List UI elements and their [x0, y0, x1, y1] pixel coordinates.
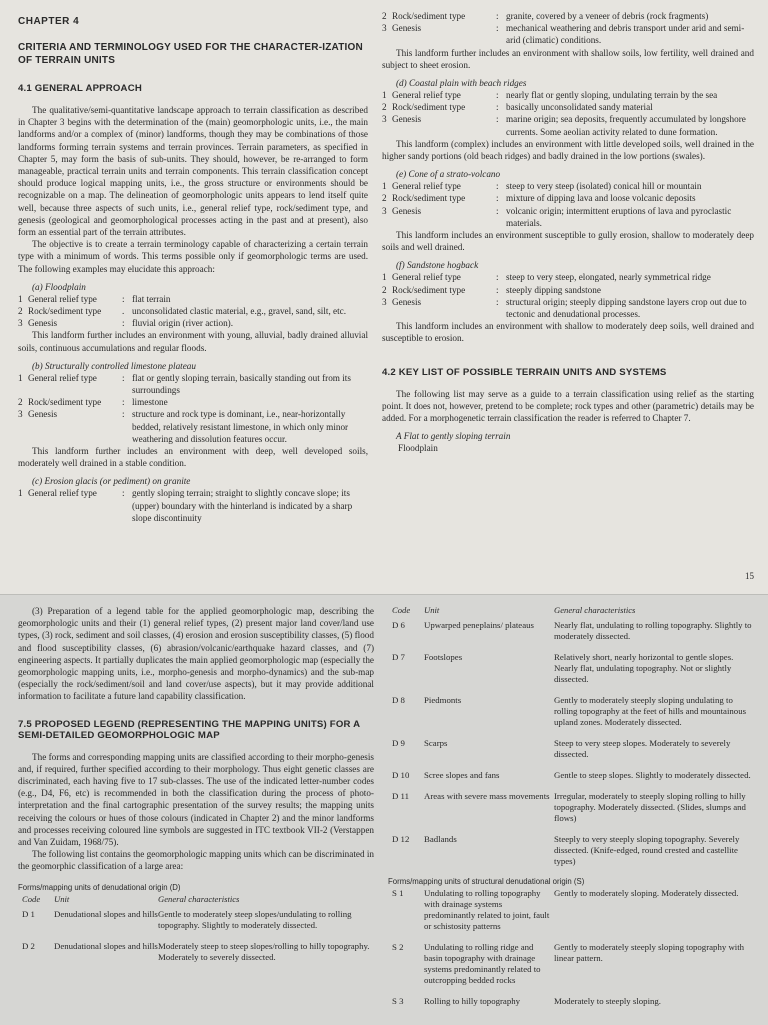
example-note: This landform further includes an environment with shallow soils, low fertility, well drained and subject to sheet erosion. — [382, 47, 754, 70]
example-title: (c) Erosion glacis (or pediment) on granite — [32, 476, 191, 487]
item-value: mechanical weathering and debris transport under arid and semi-arid (climatic) conditions. — [506, 23, 745, 46]
cell-code: D 1 — [22, 908, 35, 919]
column-header-code: Code — [22, 893, 41, 904]
chapter-title: CRITERIA AND TERMINOLOGY USED FOR THE CHARACTER-IZATION OF TERRAIN UNITS — [18, 42, 363, 66]
item-value: granite, covered by a veneer of debris (rock fragments) — [506, 11, 709, 21]
item-key: Rock/sediment type — [392, 102, 466, 113]
page1-right-column — [382, 10, 754, 454]
item-separator: : — [496, 296, 499, 307]
cell-general: Gentle to moderately steep slopes/undulating to rolling topography. Slightly to moderately dissected. — [158, 908, 352, 930]
example-definition-list — [18, 293, 368, 330]
paragraph: The following list may serve as a guide to a terrain classification using relief as the starting point. It does not, however, pretend to be complete; rock types and other (parametric) details may be added. For a morphogenetic terrain classification the reader is referred to Chapter 7. — [382, 388, 754, 424]
item-key: Rock/sediment type — [28, 397, 102, 408]
cell-general: Nearly flat, undulating to rolling topography. Slightly to moderately dissected. — [554, 620, 752, 641]
cell-unit: Undulating to rolling topography with drainage systems predominantly related to joint, fault or schistosity patterns — [424, 888, 550, 931]
item-value: fluvial origin (river action). — [132, 318, 234, 329]
cell-unit: Undulating to rolling ridge and basin topography with drainage systems predominantly related to outcropping bedded rocks — [424, 942, 541, 985]
item-number: 3 — [382, 23, 387, 34]
table-row — [388, 996, 752, 1007]
example-definition-list — [382, 180, 754, 229]
table-title: Forms/mapping units of denudational origin (D) — [18, 882, 181, 892]
item-number: 1 — [18, 372, 23, 383]
item-separator: : — [496, 11, 499, 21]
cell-unit: Scarps — [424, 738, 448, 748]
cell-code: D 7 — [392, 652, 405, 662]
item-key: Rock/sediment type — [392, 11, 466, 21]
item-number: 2 — [382, 11, 387, 21]
column-header-unit: Unit — [54, 893, 70, 904]
cell-code: D 10 — [392, 770, 410, 780]
book-page-lower — [0, 594, 768, 1025]
item-separator: : — [496, 181, 499, 192]
item-number: 1 — [18, 293, 23, 304]
example-title: (e) Cone of a strato-volcano — [396, 169, 501, 180]
example-title: (f) Sandstone hogback — [396, 260, 479, 271]
item-value: flat terrain — [132, 293, 171, 304]
list-item: Floodplain — [398, 443, 438, 454]
table-row — [388, 942, 752, 986]
item-key: General relief type — [392, 90, 461, 101]
cell-code: S 2 — [392, 942, 404, 952]
cell-unit: Footslopes — [424, 652, 463, 662]
item-key: Genesis — [392, 205, 422, 216]
section-heading-4-2: 4.2 KEY LIST OF POSSIBLE TERRAIN UNITS AND SYSTEMS — [382, 366, 667, 378]
table-header — [18, 894, 374, 905]
cell-code: S 3 — [392, 996, 404, 1006]
item-value: basically unconsolidated sandy material — [506, 102, 653, 113]
item-value: flat or gently sloping terrain, basically standing out from its surroundings — [132, 372, 351, 396]
item-value: steep to very steep (isolated) conical hill or mountain — [506, 181, 702, 192]
example-title: (d) Coastal plain with beach ridges — [396, 78, 527, 89]
chapter-label: CHAPTER 4 — [18, 16, 80, 27]
example-title: (b) Structurally controlled limestone plateau — [32, 360, 196, 371]
item-value: steeply dipping sandstone — [506, 284, 601, 295]
cell-general: Gently to moderately sloping. Moderately dissected. — [554, 888, 739, 898]
item-value: steep to very steep, elongated, nearly symmetrical ridge — [506, 272, 711, 283]
column-header-code: Code — [392, 605, 411, 615]
page1-left-column — [18, 12, 368, 524]
column-header-unit: Unit — [424, 605, 440, 615]
item-key: Rock/sediment type — [392, 284, 466, 295]
cell-general: Irregular, moderately to steeply sloping rolling to hilly topography. Moderately dissected. (Slides, slumps and flows) — [554, 791, 746, 823]
example-note: This landform includes an environment with shallow to moderately deep soils, well drained and susceptible to erosion. — [382, 321, 754, 344]
table-row — [388, 620, 752, 642]
table-row — [388, 791, 752, 824]
item-separator: : — [122, 372, 125, 383]
item-value: nearly flat or gently sloping, undulating terrain by the sea — [506, 90, 718, 101]
item-value: structural origin; steeply dipping sandstone layers crop out due to tectonic and denudational processes. — [506, 296, 747, 320]
table-row — [388, 834, 752, 867]
cell-unit: Piedmonts — [424, 695, 462, 705]
item-number: 3 — [382, 296, 387, 307]
item-value: volcanic origin; intermittent eruptions of lava and pyroclastic materials. — [506, 205, 732, 228]
item-key: General relief type — [28, 372, 97, 383]
item-key: General relief type — [28, 488, 97, 499]
item-number: 3 — [382, 205, 387, 216]
item-separator: : — [122, 293, 125, 304]
item-key: General relief type — [392, 272, 461, 283]
item-key: General relief type — [28, 293, 97, 304]
item-separator: : — [496, 205, 499, 216]
example-definition-list-continued — [382, 10, 754, 47]
item-separator: : — [496, 102, 499, 113]
item-number: 2 — [382, 284, 387, 295]
example-definition-list — [382, 89, 754, 138]
page-number: 15 — [745, 571, 754, 581]
item-key: Genesis — [392, 296, 422, 307]
cell-unit: Rolling to hilly topography — [424, 996, 521, 1006]
cell-general: Relatively short, nearly horizontal to gentle slopes. Nearly flat, undulating topography. Not or slightly dissected. — [554, 652, 734, 684]
cell-code: D 2 — [22, 940, 35, 951]
item-separator: : — [496, 284, 499, 295]
section-heading-7-5: 7.5 PROPOSED LEGEND (REPRESENTING THE MAPPING UNITS) FOR A SEMI-DETAILED GEOMORPHOLOGIC MAP — [18, 718, 360, 741]
table-row — [18, 909, 374, 931]
item-separator: : — [122, 409, 125, 420]
table-row — [388, 695, 752, 728]
table-row — [18, 941, 374, 963]
item-separator: . — [122, 306, 125, 317]
cell-code: D 11 — [392, 791, 410, 801]
cell-unit: Badlands — [424, 834, 457, 844]
item-value: unconsolidated clastic material, e.g., gravel, sand, silt, etc. — [132, 306, 347, 317]
cell-general: Gently to moderately steeply sloping topography with linear pattern. — [554, 942, 745, 963]
cell-general: Steep to very steep slopes. Moderately to severely dissected. — [554, 738, 731, 759]
cell-unit: Scree slopes and fans — [424, 770, 500, 780]
item-number: 2 — [18, 306, 23, 317]
cell-unit: Upwarped peneplains/ plateaus — [424, 620, 534, 630]
table-header — [388, 605, 752, 616]
cell-unit: Denudational slopes and hills — [54, 940, 158, 951]
cell-unit: Denudational slopes and hills — [54, 908, 158, 919]
paragraph: The qualitative/semi-quantitative landscape approach to terrain classification as described in Chapter 3 begins with the determination of the (main) geomorphologic units, i.e., the main landforms and/or a complex of (minor) landforms, though they may be combinations of those landforms forming terrain systems and terrain provinces. Terrain parameters, as specified in Chapter 5, may form the basis of sub-units. They should, however, be re-arranged to form manageable, practical terrain units and terrain components. This terrain classification concept should produce logical mapping units, i.e., the gross structure or environments should be recognizable on a map. The delineation of geomorphologic units appears to lend itself quite well, because three aspects of such units, i.e., general relief type, rock/sediment type, and genesis (geological and geomorphological processes acting in the past and at present), also form an essential part of the terrain attributes. — [18, 105, 368, 238]
table-row — [388, 770, 752, 781]
item-separator: : — [496, 90, 499, 101]
item-number: 1 — [382, 90, 387, 101]
cell-code: D 9 — [392, 738, 405, 748]
item-value: gently sloping terrain; straight to slightly concave slope; its (upper) boundary with the hinterland is indicated by a sharp slope discontinuity — [132, 488, 353, 523]
cell-code: D 6 — [392, 620, 405, 630]
table-title: Forms/mapping units of structural denudational origin (S) — [388, 877, 585, 886]
cell-general: Gentle to steep slopes. Slightly to moderately dissected. — [554, 770, 751, 780]
item-key: Genesis — [392, 23, 422, 34]
page2-right-column — [388, 605, 752, 1017]
item-number: 1 — [382, 272, 387, 283]
item-number: 2 — [382, 102, 387, 113]
item-number: 1 — [18, 488, 23, 499]
item-number: 2 — [18, 397, 23, 408]
paragraph: The following list contains the geomorphologic mapping units which can be discriminated in the geomorphic classification of a large area: — [18, 849, 374, 872]
item-number: 3 — [382, 114, 387, 125]
table-row — [388, 652, 752, 685]
cell-general: Moderately to steeply sloping. — [554, 996, 662, 1006]
item-key: Genesis — [28, 409, 58, 420]
cell-code: S 1 — [392, 888, 404, 898]
example-note: This landform further includes an environment with deep, well developed soils, moderately well drained in a stable condition. — [18, 446, 368, 469]
item-separator: : — [122, 318, 125, 329]
item-number: 2 — [382, 193, 387, 204]
example-definition-list — [18, 372, 368, 445]
item-number: 3 — [18, 318, 23, 329]
cell-general: Moderately steep to steep slopes/rolling to hilly topography. Moderately to severely dissected. — [158, 940, 370, 962]
item-value: marine origin; sea deposits, frequently accumulated by longshore currents. Some aeolian activity related to dune formation. — [506, 114, 746, 137]
table-row — [388, 738, 752, 760]
item-separator: : — [496, 114, 499, 125]
item-separator: : — [122, 397, 125, 408]
example-note: This landform further includes an environment with young, alluvial, badly drained alluvial soils, continuous accumulations and regular floods. — [18, 330, 368, 353]
example-definition-list — [18, 487, 368, 524]
item-number: 1 — [382, 181, 387, 192]
item-key: Genesis — [392, 114, 422, 125]
item-key: Genesis — [28, 318, 58, 329]
example-definition-list — [382, 271, 754, 320]
item-key: Rock/sediment type — [28, 306, 102, 317]
cell-code: D 12 — [392, 834, 410, 844]
item-separator: : — [496, 193, 499, 204]
item-separator: : — [496, 23, 499, 34]
column-header-general: General characteristics — [158, 893, 240, 904]
example-note: This landform includes an environment susceptible to gully erosion, shallow to moderately deep soils and well drained. — [382, 230, 754, 253]
example-title: (a) Floodplain — [32, 281, 86, 292]
section-heading-4-1: 4.1 GENERAL APPROACH — [18, 83, 142, 94]
cell-general: Steeply to very steeply sloping topography. Severely dissected. (Knife-edged, round crested and castellite types) — [554, 834, 740, 866]
item-separator: : — [122, 488, 125, 499]
paragraph: The objective is to create a terrain terminology capable of characterizing a certain terrain type with a minimum of words. This terms possible only if geomorphologic terms are used. The following examples may elucidate this approach: — [18, 239, 368, 274]
example-note: This landform (complex) includes an environment with little developed soils, well drained in the higher sandy portions (old beach ridges) and badly drained in the low portions (swales). — [382, 138, 754, 162]
item-number: 3 — [18, 409, 23, 420]
column-header-general: General characteristics — [554, 605, 636, 615]
item-value: mixture of dipping lava and loose volcanic deposits — [506, 193, 696, 204]
cell-unit: Areas with severe mass movements — [424, 791, 550, 801]
cell-code: D 8 — [392, 695, 405, 705]
item-value: structure and rock type is dominant, i.e., near-horizontally bedded, relatively resistant limestone, in which only minor weathering and dissolution features occur. — [132, 409, 349, 444]
item-key: General relief type — [392, 181, 461, 192]
item-separator: : — [496, 272, 499, 283]
page2-left-column — [18, 605, 374, 973]
item-value: limestone — [132, 397, 168, 408]
table-row — [388, 888, 752, 932]
paragraph: The forms and corresponding mapping units are classified according to their morpho-genesis and, if required, further specified according to their morphology. Thus eight genetic classes are discriminated, each having five to 17 sub-classes. The use of the indicated letter-number codes (e.g., D4, F6, etc) is recommended in both the classification during the process of photo-interpretation and the final cartographic presentation of the survey results; the mapping units receiving the colours or hues of those colours (indicated in Chapter 2) and the minor landforms and processes receiving coloured line symbols are suggested in ITC textbook VII-2 (Verstappen and Van Zuidam, 1968/75). — [18, 751, 374, 848]
paragraph: (3) Preparation of a legend table for the applied geomorphologic map, describing the geomorphologic units and their (1) general relief types, (2) present major land cover/land use types, (3) rock, sediment and soil classes, (4) erosion and erosion susceptibility classes, (5) flood and flood susceptibility classes, (6) abrasion/volcanic/earthquake hazard classes, and (7) engineering aspects. It partially duplicates the main applied geomorphologic map (especially the geomorphologic mapping units, i.e., morpho-genesis and morpho-dynamics) and the sub-map (especially the rock/sediment/soil and land cover/use aspects), but it may provide additional information to facilitate a future land capability classification. — [18, 606, 374, 702]
list-title: A Flat to gently sloping terrain — [396, 431, 511, 442]
cell-general: Gently to moderately steeply sloping undulating to rolling topography at the feet of hills and mountainous upland zones. Moderately dissected. — [554, 695, 747, 727]
item-key: Rock/sediment type — [392, 193, 466, 204]
